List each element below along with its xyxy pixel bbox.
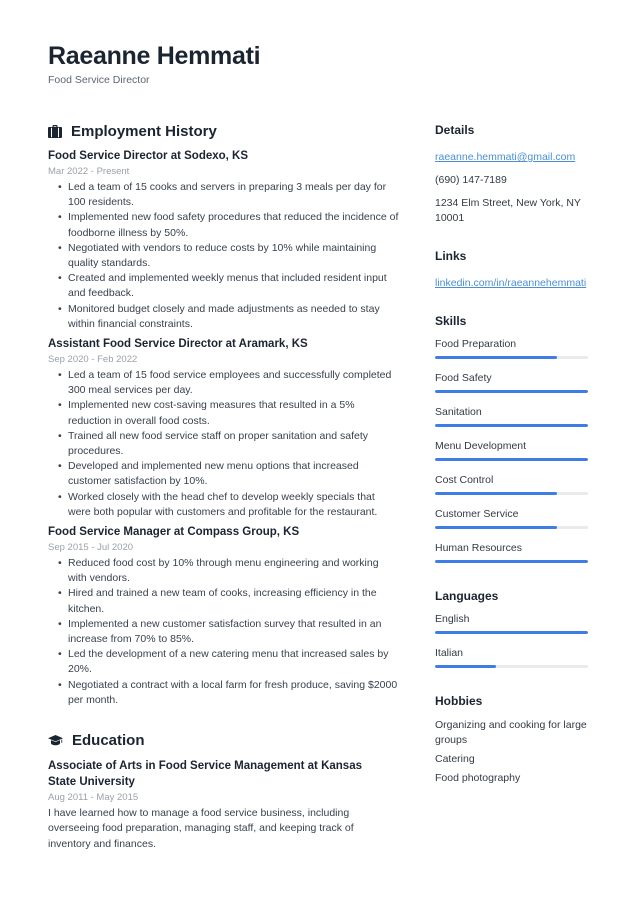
- hobby-item: Catering: [435, 753, 475, 765]
- main-column: [48, 123, 400, 852]
- skill-bar-track: [435, 526, 588, 529]
- job-title: Food Service Manager at Compass Group, KS: [48, 526, 300, 539]
- skill-bar-track: [435, 356, 588, 359]
- skill-bar-track: [435, 492, 588, 495]
- skill-bar-fill: [435, 390, 588, 393]
- linkedin-link[interactable]: linkedin.com/in/raeannehemmati: [435, 277, 587, 289]
- details-heading: Details: [435, 123, 475, 137]
- resume-header: [48, 42, 588, 86]
- skills-heading: Skills: [435, 314, 467, 328]
- person-job-title: Food Service Director: [48, 74, 150, 86]
- language-item: [435, 647, 588, 668]
- job-bullet: • Led a team of 15 food service employees and successfully completed 300 meal services per day.: [48, 368, 400, 398]
- address: 1234 Elm Street, New York, NY 10001: [435, 197, 581, 224]
- sidebar: [435, 123, 588, 852]
- briefcase-icon: [48, 125, 62, 138]
- job-bullet: • Created and implemented weekly menus that included resident input and feedback.: [48, 271, 400, 301]
- skill-item: [435, 440, 588, 461]
- employment-history-label: Employment History: [71, 123, 217, 140]
- skill-label: Customer Service: [435, 508, 519, 520]
- languages-section: [435, 589, 588, 668]
- skill-bar-fill: [435, 424, 588, 427]
- education-description: I have learned how to manage a food service business, including overseeing food preparation, managing staff, and keeping track of inventory and finances.: [48, 807, 354, 850]
- skill-bar-fill: [435, 458, 588, 461]
- job-bullet: • Implemented new cost-saving measures that resulted in a 5% reduction in overall food costs.: [48, 398, 400, 428]
- job-bullet: • Reduced food cost by 10% through menu engineering and working with vendors.: [48, 556, 400, 586]
- job-entry-compass-group: [48, 525, 400, 708]
- job-bullet: • Negotiated a contract with a local farm for fresh produce, saving $2000 per month.: [48, 678, 400, 708]
- language-label: Italian: [435, 647, 464, 659]
- language-bar-track: [435, 665, 588, 668]
- skill-bar-fill: [435, 492, 557, 495]
- skill-bar-track: [435, 560, 588, 563]
- skill-item: [435, 508, 588, 529]
- links-section: [435, 249, 588, 291]
- skill-bar-fill: [435, 356, 557, 359]
- skill-item: [435, 406, 588, 427]
- education-heading: [48, 732, 400, 749]
- job-bullets: [48, 556, 400, 708]
- job-bullet: • Hired and trained a new team of cooks, increasing efficiency in the kitchen.: [48, 586, 400, 616]
- hobbies-section: [435, 694, 588, 786]
- details-section: [435, 123, 588, 226]
- job-bullet: • Trained all new food service staff on proper sanitation and safety procedures.: [48, 429, 400, 459]
- skill-label: Sanitation: [435, 406, 482, 418]
- job-bullet: • Negotiated with vendors to reduce costs by 10% while maintaining quality standards.: [48, 241, 400, 271]
- job-dates: Sep 2015 - Jul 2020: [48, 542, 134, 554]
- skill-item: [435, 542, 588, 563]
- skill-label: Food Safety: [435, 372, 492, 384]
- skill-label: Menu Development: [435, 440, 527, 452]
- job-bullets: [48, 368, 400, 520]
- skill-bar-fill: [435, 526, 557, 529]
- skill-bar-track: [435, 458, 588, 461]
- language-item: [435, 613, 588, 634]
- job-entry-aramark: [48, 337, 400, 520]
- email-link[interactable]: raeanne.hemmati@gmail.com: [435, 151, 576, 163]
- job-title: Assistant Food Service Director at Aramark, KS: [48, 338, 308, 351]
- language-bar-fill: [435, 665, 496, 668]
- degree-title: Associate of Arts in Food Service Management at Kansas State University: [48, 760, 362, 789]
- job-bullet: • Monitored budget closely and made adjustments as needed to stay within financial constraints.: [48, 302, 400, 332]
- job-dates: Sep 2020 - Feb 2022: [48, 354, 138, 366]
- job-title: Food Service Director at Sodexo, KS: [48, 150, 249, 162]
- job-bullet: • Implemented a new customer satisfaction survey that resulted in an increase from 70% to 85%.: [48, 617, 400, 647]
- skill-bar-track: [435, 424, 588, 427]
- job-bullet: • Implemented new food safety procedures that reduced the incidence of foodborne illness by 50%.: [48, 210, 400, 240]
- job-bullet: • Developed and implemented new menu options that increased customer satisfaction by 10%.: [48, 459, 400, 489]
- employment-history-heading: [48, 123, 400, 140]
- hobbies-heading: Hobbies: [435, 694, 483, 708]
- skill-item: [435, 338, 588, 359]
- job-bullets: [48, 180, 400, 332]
- skill-item: [435, 372, 588, 393]
- person-name: Raeanne Hemmati: [48, 42, 261, 70]
- skills-section: [435, 314, 588, 563]
- education-label: Education: [72, 732, 145, 750]
- job-dates: Mar 2022 - Present: [48, 166, 130, 177]
- skill-bar-track: [435, 390, 588, 393]
- job-bullet: • Led the development of a new catering menu that increased sales by 20%.: [48, 647, 400, 677]
- skill-label: Human Resources: [435, 542, 522, 554]
- languages-heading: Languages: [435, 589, 499, 603]
- language-bar-fill: [435, 631, 588, 634]
- skill-label: Cost Control: [435, 474, 494, 486]
- education-dates: Aug 2011 - May 2015: [48, 792, 139, 804]
- graduation-cap-icon: [48, 735, 63, 747]
- skill-item: [435, 474, 588, 495]
- skill-label: Food Preparation: [435, 338, 517, 350]
- job-bullet: • Worked closely with the head chef to develop weekly specials that were both popular with customers and profitable for the restaurant.: [48, 490, 400, 520]
- links-heading: Links: [435, 249, 467, 263]
- hobby-item: Organizing and cooking for large groups: [435, 719, 587, 746]
- job-entry-sodexo: [48, 149, 400, 332]
- education-section: [48, 732, 400, 852]
- hobby-item: Food photography: [435, 772, 521, 784]
- phone-number: (690) 147-7189: [435, 174, 507, 186]
- language-label: English: [435, 613, 470, 625]
- job-bullet: • Led a team of 15 cooks and servers in preparing 3 meals per day for 100 residents.: [48, 180, 400, 210]
- language-bar-track: [435, 631, 588, 634]
- skill-bar-fill: [435, 560, 588, 563]
